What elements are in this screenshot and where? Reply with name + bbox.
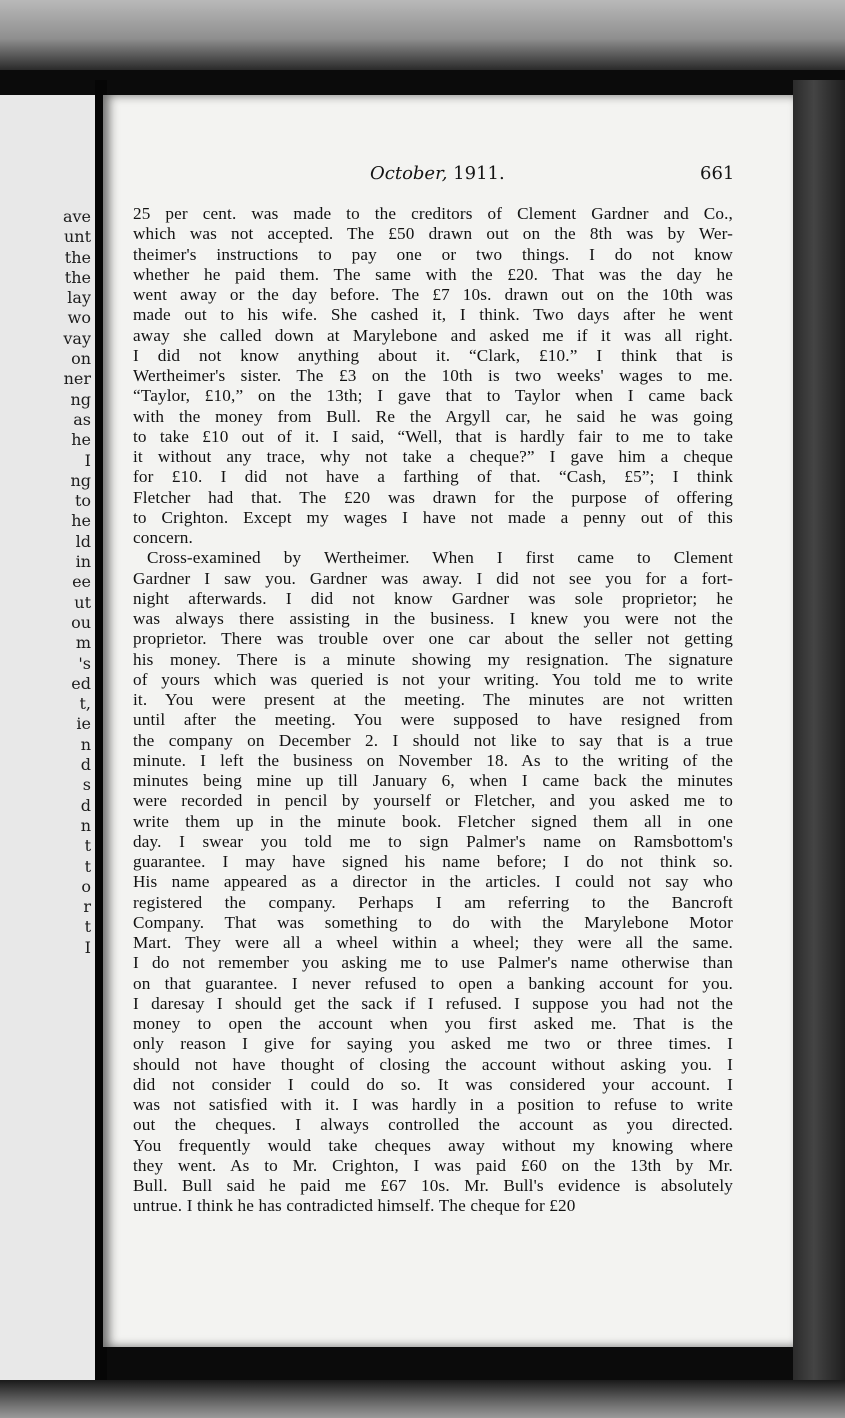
facing-page-fragment-line: n [80,734,91,754]
text-line: whether he paid them. The same with the £20. That was the day he [133,264,733,284]
text-line: His name appeared as a director in the articles. I could not say who [133,872,733,892]
facing-page-fragment-line: r [83,897,91,917]
header-year: 1911. [453,163,505,184]
text-line: Gardner I saw you. Gardner was away. I did not see you for a fort- [133,568,733,588]
facing-page-fragment-line: ed [71,673,91,693]
text-line: registered the company. Perhaps I am referring to the Bancroft [133,892,733,912]
facing-page-text [63,207,91,958]
facing-page-fragment-line: in [75,552,91,572]
facing-page-fragment [0,95,95,1385]
facing-page-fragment-line: m [75,633,91,653]
text-line: on that guarantee. I never refused to open a banking account for you. [133,973,733,993]
text-line: it without any trace, why not take a cheque?” I gave him a cheque [133,447,733,466]
facing-page-fragment-line: ee [72,572,91,592]
facing-page-fragment-line: ou [71,612,91,632]
text-line: 25 per cent. was made to the creditors of Clement Gardner and Co., [133,204,733,223]
facing-page-fragment-line: wo [67,308,91,328]
text-line: was not satisfied with it. I was hardly in a position to refuse to write [133,1095,733,1114]
text-line: Cross-examined by Wertheimer. When I first came to Clement [147,548,733,568]
text-line: should not have thought of closing the account without asking you. I [133,1054,733,1074]
text-line: Wertheimer's sister. The £3 on the 10th is two weeks' wages to me. [133,366,733,385]
page-number: 661 [700,163,735,184]
text-line: guarantee. I may have signed his name before; I do not think so. [133,852,733,871]
facing-page-fragment-line: lay [67,288,91,308]
facing-page-fragment-line: d [80,755,91,775]
facing-page-fragment-line: he [71,430,91,450]
text-line: I did not know anything about it. “Clark, £10.” I think that is [133,345,733,365]
facing-page-fragment-line: unt [63,227,91,247]
facing-page-fragment-line: ie [76,714,91,734]
facing-page-fragment-line: t [84,836,91,856]
text-line: to take £10 out of it. I said, “Well, that is hardly fair to me to take [133,426,733,446]
text-line: until after the meeting. You were supposed to have resigned from [133,710,733,730]
text-line: did not consider I could do so. It was considered your account. I [133,1074,733,1094]
page-edge-shadow [793,80,845,1380]
facing-page-fragment-line: d [80,795,91,815]
text-line: away she called down at Marylebone and asked me if it was all right. [133,325,733,345]
facing-page-fragment-line: as [73,409,91,429]
facing-page-fragment-line: he [71,511,91,531]
facing-page-fragment-line: on [71,349,91,369]
facing-page-fragment-line: ut [74,592,91,612]
facing-page-fragment-line: n [80,815,91,835]
facing-page-fragment-line: t [84,917,91,937]
text-line: write them up in the minute book. Fletcher signed them all in one [133,811,733,831]
facing-page-fragment-line: I [84,450,91,470]
text-line: theimer's instructions to pay one or two things. I do not know [133,244,733,264]
text-line: proprietor. There was trouble over one car about the seller not getting [133,629,733,649]
facing-page-fragment-line: ng [70,389,91,409]
text-line: night afterwards. I did not know Gardner was sole proprietor; he [133,588,733,608]
text-line: for £10. I did not have a farthing of that. “Cash, £5”; I think [133,467,733,487]
scan-background-top [0,0,845,70]
text-line: only reason I give for saying you asked me two or three times. I [133,1034,733,1054]
text-line: untrue. I think he has contradicted himself. The cheque for £20 [133,1196,576,1216]
page-body-text [133,204,733,1217]
facing-page-fragment-line: t, [79,694,91,714]
header-month: October, [370,163,448,184]
facing-page-fragment-line: o [81,876,91,896]
facing-page-fragment-line: to [74,491,91,511]
text-line: made out to his wife. She cashed it, I think. Two days after he went [133,305,733,325]
text-line: I do not remember you asking me to use Palmer's name otherwise than [133,953,733,973]
facing-page-fragment-line: ld [75,531,91,551]
text-line: Mart. They were all a wheel within a wheel; they were all the same. [133,933,733,952]
text-line: which was not accepted. The £50 drawn out on the 8th was by Wer- [133,224,733,244]
text-line: his money. There is a minute showing my resignation. The signature [133,649,733,669]
text-line: out the cheques. I always controlled the account as you directed. [133,1115,733,1135]
text-line: day. I swear you told me to sign Palmer's name on Ramsbottom's [133,831,733,851]
facing-page-fragment-line: s [82,775,91,795]
facing-page-fragment-line: the [64,267,91,287]
text-line: Fletcher had that. The £20 was drawn for the purpose of offering [133,487,733,507]
facing-page-fragment-line: ner [63,369,91,389]
text-line: minute. I left the business on November 18. As to the writing of the [133,750,733,770]
text-line: of yours which was queried is not your writing. You told me to write [133,669,733,689]
text-line: “Taylor, £10,” on the 13th; I gave that to Taylor when I came back [133,386,733,406]
text-line: You frequently would take cheques away without my knowing where [133,1135,733,1155]
running-header [370,163,505,184]
text-line: concern. [133,528,193,547]
text-line: with the money from Bull. Re the Argyll car, he said he was going [133,406,733,426]
text-line: money to open the account when you first asked me. That is the [133,1014,733,1033]
text-line: to Crighton. Except my wages I have not made a penny out of this [133,507,733,527]
text-line: the company on December 2. I should not like to say that is a true [133,730,733,750]
facing-page-fragment-line: ng [70,470,91,490]
text-line: I daresay I should get the sack if I refused. I suppose you had not the [133,993,733,1013]
text-line: they went. As to Mr. Crighton, I was paid £60 on the 13th by Mr. [133,1155,733,1175]
text-line: Company. That was something to do with the Marylebone Motor [133,912,733,932]
text-line: went away or the day before. The £7 10s. drawn out on the 10th was [133,285,733,304]
facing-page-fragment-line: I [84,937,91,957]
facing-page-fragment-line: the [64,247,91,267]
text-line: minutes being mine up till January 6, when I came back the minutes [133,771,733,790]
text-line: were recorded in pencil by yourself or Fletcher, and you asked me to [133,791,733,811]
text-line: it. You were present at the meeting. The minutes are not written [133,690,733,709]
facing-page-fragment-line: ave [62,207,91,226]
text-line: Bull. Bull said he paid me £67 10s. Mr. Bull's evidence is absolutely [133,1176,733,1195]
text-line: was always there assisting in the business. I knew you were not the [133,609,733,628]
facing-page-fragment-line: vay [63,328,91,348]
facing-page-fragment-line: t [84,856,91,876]
facing-page-fragment-line: 's [78,653,91,673]
scan-background-bottom [0,1380,845,1418]
